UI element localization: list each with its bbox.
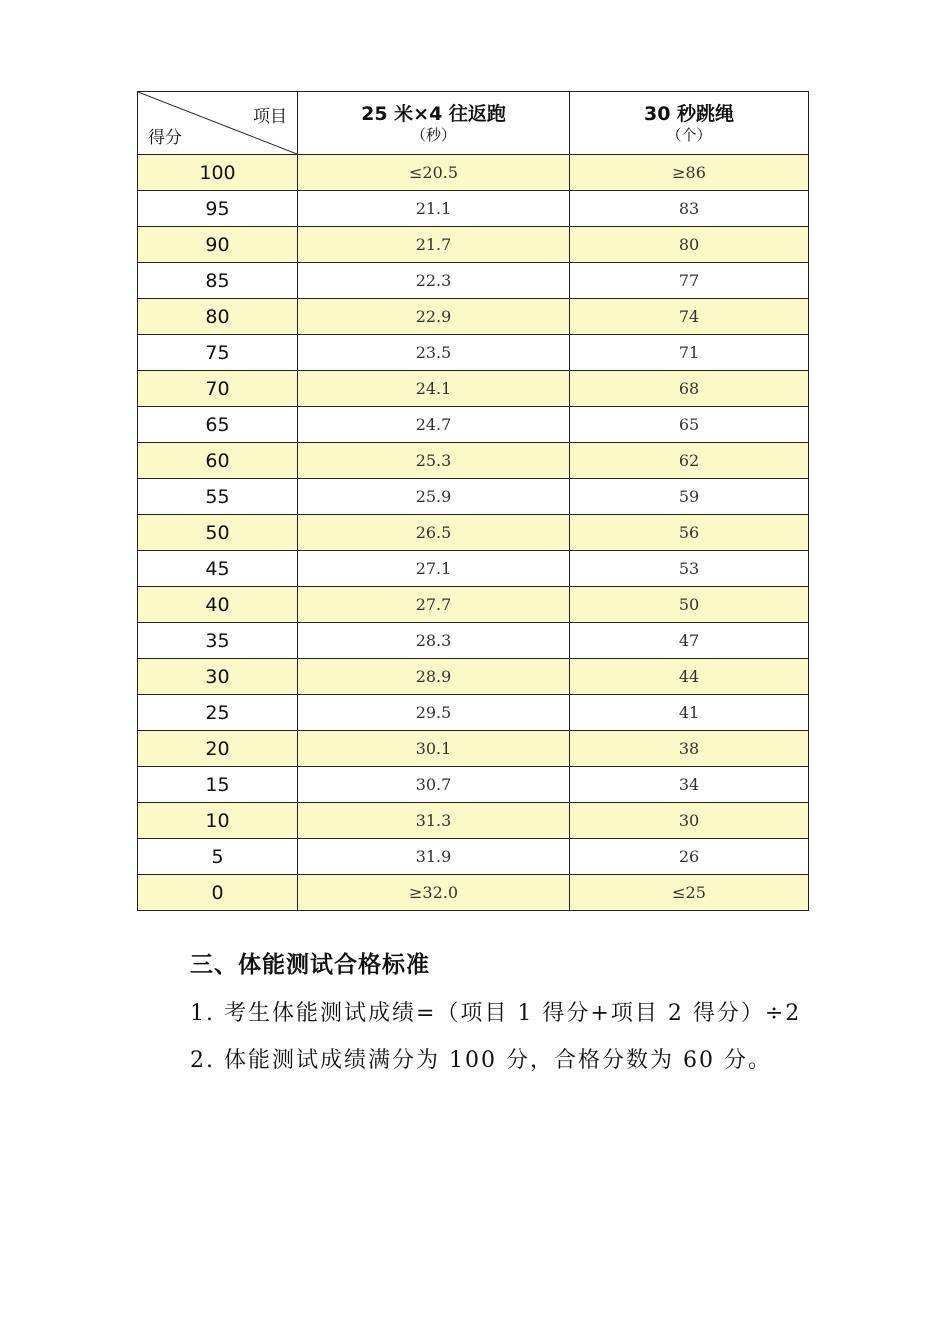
jump-rope-cell: 65 — [570, 407, 809, 443]
shuttle-run-cell: 31.3 — [298, 803, 570, 839]
jump-rope-cell: ≤25 — [570, 875, 809, 911]
shuttle-run-cell: 27.1 — [298, 551, 570, 587]
header-score-label: 得分 — [148, 128, 182, 148]
score-cell: 95 — [138, 191, 298, 227]
jump-rope-cell: 44 — [570, 659, 809, 695]
score-cell: 90 — [138, 227, 298, 263]
score-cell: 10 — [138, 803, 298, 839]
standard-item-1: 1. 考生体能测试成绩=（项目 1 得分+项目 2 得分）÷2 — [190, 1001, 802, 1026]
jump-rope-cell: 47 — [570, 623, 809, 659]
shuttle-run-cell: ≤20.5 — [298, 155, 570, 191]
shuttle-run-cell: 26.5 — [298, 515, 570, 551]
table-row — [138, 551, 809, 587]
table-row — [138, 227, 809, 263]
shuttle-run-cell: 31.9 — [298, 839, 570, 875]
score-cell: 5 — [138, 839, 298, 875]
score-cell: 100 — [138, 155, 298, 191]
diagonal-header-cell — [138, 92, 298, 155]
shuttle-run-cell: 28.9 — [298, 659, 570, 695]
jump-rope-cell: 77 — [570, 263, 809, 299]
shuttle-run-cell: 24.7 — [298, 407, 570, 443]
score-cell: 15 — [138, 767, 298, 803]
jump-rope-cell: 68 — [570, 371, 809, 407]
jump-rope-cell: 56 — [570, 515, 809, 551]
score-cell: 80 — [138, 299, 298, 335]
shuttle-run-cell: 28.3 — [298, 623, 570, 659]
table-row — [138, 767, 809, 803]
shuttle-run-cell: 30.7 — [298, 767, 570, 803]
jump-rope-cell: 34 — [570, 767, 809, 803]
score-cell: 0 — [138, 875, 298, 911]
shuttle-run-cell: 25.9 — [298, 479, 570, 515]
shuttle-run-title: 25 米×4 往返跑 — [361, 103, 506, 125]
score-cell: 20 — [138, 731, 298, 767]
table-row — [138, 479, 809, 515]
table-row — [138, 659, 809, 695]
table-row — [138, 623, 809, 659]
score-table — [137, 91, 809, 911]
score-cell: 75 — [138, 335, 298, 371]
shuttle-run-cell: 25.3 — [298, 443, 570, 479]
table-row — [138, 515, 809, 551]
jump-rope-cell: 59 — [570, 479, 809, 515]
section-title: 三、体能测试合格标准 — [190, 952, 430, 978]
table-row — [138, 191, 809, 227]
shuttle-run-cell: 24.1 — [298, 371, 570, 407]
jump-rope-cell: 53 — [570, 551, 809, 587]
header-jump-rope — [570, 92, 809, 155]
shuttle-run-cell: 30.1 — [298, 731, 570, 767]
table-row — [138, 875, 809, 911]
shuttle-run-cell: 27.7 — [298, 587, 570, 623]
table-row — [138, 803, 809, 839]
standard-item-2: 2. 体能测试成绩满分为 100 分，合格分数为 60 分。 — [190, 1048, 772, 1073]
score-cell: 55 — [138, 479, 298, 515]
score-cell: 70 — [138, 371, 298, 407]
jump-rope-cell: 50 — [570, 587, 809, 623]
jump-rope-cell: 74 — [570, 299, 809, 335]
score-cell: 50 — [138, 515, 298, 551]
jump-rope-cell: 62 — [570, 443, 809, 479]
score-cell: 30 — [138, 659, 298, 695]
shuttle-run-cell: 21.7 — [298, 227, 570, 263]
header-item-label: 项目 — [253, 107, 287, 127]
shuttle-run-cell: ≥32.0 — [298, 875, 570, 911]
table-row — [138, 731, 809, 767]
shuttle-run-cell: 23.5 — [298, 335, 570, 371]
score-cell: 35 — [138, 623, 298, 659]
table-row — [138, 371, 809, 407]
jump-rope-cell: 41 — [570, 695, 809, 731]
jump-rope-cell: 83 — [570, 191, 809, 227]
jump-rope-cell: 80 — [570, 227, 809, 263]
jump-rope-cell: 38 — [570, 731, 809, 767]
jump-rope-cell: 71 — [570, 335, 809, 371]
table-header-row — [138, 92, 809, 155]
table-row — [138, 299, 809, 335]
score-cell: 65 — [138, 407, 298, 443]
score-cell: 60 — [138, 443, 298, 479]
jump-rope-title: 30 秒跳绳 — [643, 103, 735, 125]
score-cell: 25 — [138, 695, 298, 731]
table-row — [138, 335, 809, 371]
jump-rope-cell: ≥86 — [570, 155, 809, 191]
jump-rope-cell: 30 — [570, 803, 809, 839]
jump-rope-cell: 26 — [570, 839, 809, 875]
shuttle-run-cell: 21.1 — [298, 191, 570, 227]
jump-rope-unit: （个） — [666, 126, 712, 144]
table-row — [138, 839, 809, 875]
table-row — [138, 695, 809, 731]
header-shuttle-run — [298, 92, 570, 155]
score-cell: 40 — [138, 587, 298, 623]
table-row — [138, 587, 809, 623]
shuttle-run-unit: （秒） — [410, 126, 456, 144]
shuttle-run-cell: 29.5 — [298, 695, 570, 731]
score-cell: 85 — [138, 263, 298, 299]
shuttle-run-cell: 22.3 — [298, 263, 570, 299]
table-row — [138, 443, 809, 479]
table-row — [138, 407, 809, 443]
shuttle-run-cell: 22.9 — [298, 299, 570, 335]
score-cell: 45 — [138, 551, 298, 587]
table-row — [138, 155, 809, 191]
table-row — [138, 263, 809, 299]
